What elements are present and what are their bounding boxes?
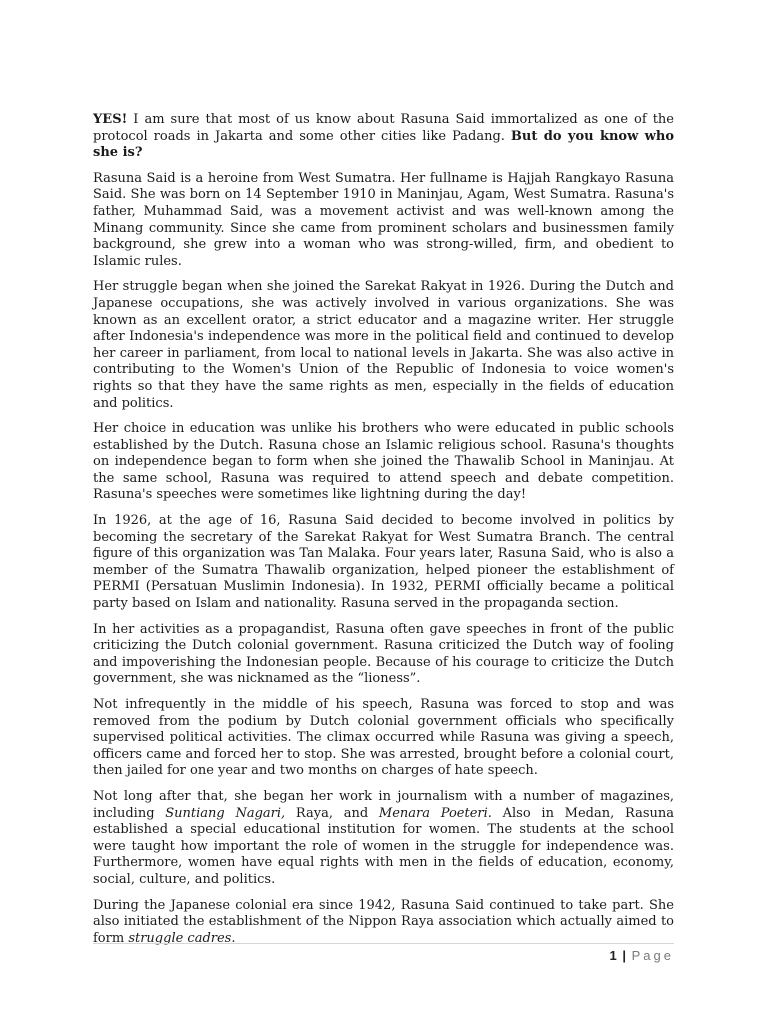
paragraph-education: Her choice in education was unlike his brothers who were educated in public schools established by the Dutch. Rasuna chose an Islamic religious school. Rasuna's thoughts on independence began to form when she joined the Thawalib School in Maninjau. At the same school, Rasuna was required to attend speech and debate competition. Rasuna's speeches were sometimes like lightning during the day! bbox=[93, 421, 674, 503]
paragraph-biography: Rasuna Said is a heroine from West Sumatra. Her fullname is Hajjah Rangkayo Rasuna Said. She was born on 14 September 1910 in Maninjau, Agam, West Sumatra. Rasuna's father, Muhammad Said, was a movement activist and was well-known among the Minang community. Since she came from prominent scholars and businessmen family background, she grew into a woman who was strong-willed, firm, and obedient to Islamic rules. bbox=[93, 170, 674, 269]
page-footer bbox=[610, 948, 675, 965]
magazine-menara-poeteri: Menara Poeteri bbox=[378, 805, 488, 821]
paragraph-intro bbox=[93, 112, 674, 162]
magazine-suntiang-nagari: Suntiang Nagari, bbox=[165, 805, 286, 821]
page-number: 1 bbox=[609, 948, 617, 963]
paragraph-struggle: Her struggle began when she joined the Sarekat Rakyat in 1926. During the Dutch and Japanese occupations, she was actively involved in various organizations. She was known as an excellent orator, a strict educator and a magazine writer. Her struggle after Indonesia's independence was more in the political field and continued to develop her career in parliament, from local to national levels in Jakarta. She was also active in contributing to the Women's Union of the Republic of Indonesia to voice women's rights so that they have the same rights as men, especially in the fields of education and politics. bbox=[93, 279, 674, 411]
intro-text: I am sure that most of us know about Rasuna Said immortalized as one of the protocol roads in Jakarta and some other cities like Padang. bbox=[93, 112, 674, 144]
paragraph-politics: In 1926, at the age of 16, Rasuna Said decided to become involved in politics by becoming the secretary of the Sarekat Rakyat for West Sumatra Branch. The central figure of this organization was Tan Malaka. Four years later, Rasuna Said, who is also a member of the Sumatra Thawalib organization, helped pioneer the establishment of PERMI (Persatuan Muslimin Indonesia). In 1932, PERMI officially became a political party based on Islam and nationality. Rasuna served in the propaganda section. bbox=[93, 513, 674, 612]
footer-separator: | bbox=[622, 948, 626, 963]
journalism-text-b: Raya, and bbox=[285, 805, 379, 821]
paragraph-journalism bbox=[93, 789, 674, 889]
journalism-text-a: Not long after that, she began her work in journalism with a number of magazines, including bbox=[93, 788, 674, 821]
journalism-text-c: . Also in Medan, Rasuna established a special educational institution for women. The students at the school were taught how important the role of women in the struggle for independence was. Furthermore, women have equal rights with men in the fields of education, economy, social, culture, and politics. bbox=[93, 805, 674, 887]
footer-divider bbox=[93, 943, 674, 944]
paragraph-propagandist: In her activities as a propagandist, Rasuna often gave speeches in front of the public criticizing the Dutch colonial government. Rasuna criticized the Dutch way of fooling and impoverishing the Indonesian people. Because of his courage to criticize the Dutch government, she was nicknamed as the “lioness”. bbox=[93, 621, 674, 687]
intro-lead: YES! bbox=[93, 112, 128, 127]
paragraph-arrest: Not infrequently in the middle of his speech, Rasuna was forced to stop and was removed from the podium by Dutch colonial government officials who specifically supervised political activities. The climax occurred while Rasuna was giving a speech, officers came and forced her to stop. She was arrested, brought before a colonial court, then jailed for one year and two months on charges of hate speech. bbox=[93, 697, 674, 779]
paragraph-japanese-era bbox=[93, 898, 674, 948]
japanese-era-text-b: . bbox=[231, 930, 236, 946]
page-label: Page bbox=[631, 948, 674, 963]
intro-question: But do you know who she is? bbox=[93, 128, 674, 161]
document-body bbox=[93, 112, 674, 947]
japanese-era-text-a: During the Japanese colonial era since 1942, Rasuna Said continued to take part. She also initiated the establishment of the Nippon Raya association which actually aimed to form bbox=[93, 897, 674, 946]
struggle-cadres-term: struggle cadres bbox=[128, 930, 232, 946]
